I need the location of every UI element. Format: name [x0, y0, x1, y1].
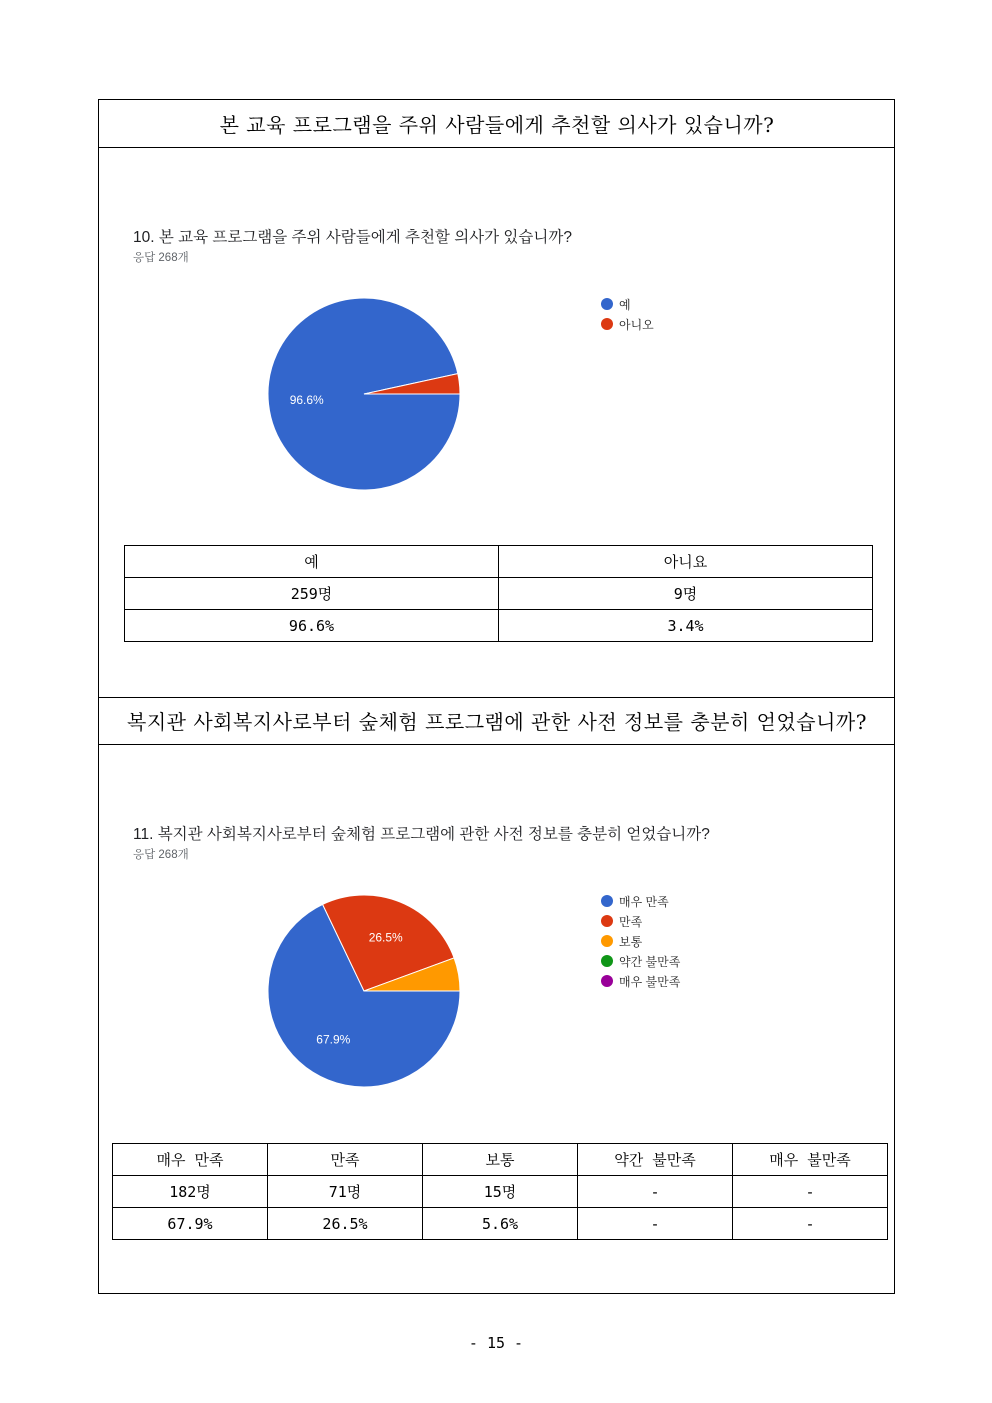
pie-chart-q10 [268, 298, 460, 490]
legend-label: 약간 불만족 [619, 954, 681, 969]
table-header-row [113, 1144, 888, 1176]
table-cell: 182명 [113, 1176, 268, 1208]
table-cell: - [578, 1208, 733, 1240]
section2-header: 복지관 사회복지사로부터 숲체험 프로그램에 관한 사전 정보를 충분히 얻었습니까? [99, 697, 895, 745]
question-10-response-count: 응답 268개 [133, 252, 189, 264]
legend-swatch [601, 915, 613, 927]
legend-item [601, 891, 680, 911]
table-cell: 3.4% [499, 610, 873, 642]
table-cell: 259명 [125, 578, 499, 610]
legend-swatch [601, 975, 613, 987]
table-cell: - [733, 1176, 888, 1208]
pie-chart-q11 [268, 895, 460, 1087]
table-row [125, 610, 873, 642]
table-cell: 71명 [268, 1176, 423, 1208]
table-header-row [125, 546, 873, 578]
pie-data-label: 96.6% [289, 393, 324, 408]
pie-data-label: 26.5% [368, 930, 403, 945]
legend-label: 매우 불만족 [619, 974, 681, 989]
table-header-cell: 매우 만족 [113, 1144, 268, 1176]
question-11-response-count: 응답 268개 [133, 849, 189, 861]
section1-header: 본 교육 프로그램을 주위 사람들에게 추천할 의사가 있습니까? [99, 100, 895, 148]
table-header-cell: 약간 불만족 [578, 1144, 733, 1176]
legend-item [601, 951, 680, 971]
legend-swatch [601, 955, 613, 967]
table-cell: 67.9% [113, 1208, 268, 1240]
table-cell: 15명 [423, 1176, 578, 1208]
results-table-q11 [112, 1143, 888, 1240]
legend-swatch [601, 318, 613, 330]
table-header-cell: 예 [125, 546, 499, 578]
legend-label: 아니오 [619, 317, 654, 332]
legend-swatch [601, 895, 613, 907]
legend-swatch [601, 298, 613, 310]
table-row [113, 1176, 888, 1208]
table-header-cell: 아니요 [499, 546, 873, 578]
legend-label: 만족 [619, 914, 643, 929]
table-header-cell: 보통 [423, 1144, 578, 1176]
table-cell: - [733, 1208, 888, 1240]
table-cell: 5.6% [423, 1208, 578, 1240]
table-header-cell: 매우 불만족 [733, 1144, 888, 1176]
legend-item [601, 294, 654, 314]
table-cell: 26.5% [268, 1208, 423, 1240]
table-header-cell: 만족 [268, 1144, 423, 1176]
legend-q10 [601, 294, 654, 334]
table-cell: 9명 [499, 578, 873, 610]
legend-label: 예 [619, 297, 631, 312]
legend-item [601, 314, 654, 334]
question-10-title: 10. 본 교육 프로그램을 주위 사람들에게 추천할 의사가 있습니까? [133, 229, 572, 246]
page-number: - 15 - [468, 1334, 524, 1352]
question-11-title: 11. 복지관 사회복지사로부터 숲체험 프로그램에 관한 사전 정보를 충분히 얻었습니까? [133, 826, 710, 843]
legend-item [601, 931, 680, 951]
table-row [113, 1208, 888, 1240]
legend-item [601, 911, 680, 931]
legend-label: 보통 [619, 934, 643, 949]
legend-q11 [601, 891, 680, 991]
table-row [125, 578, 873, 610]
pie-data-label: 67.9% [316, 1032, 351, 1047]
table-cell: - [578, 1176, 733, 1208]
legend-swatch [601, 935, 613, 947]
legend-item [601, 971, 680, 991]
legend-label: 매우 만족 [619, 894, 669, 909]
results-table-q10 [124, 545, 873, 642]
table-cell: 96.6% [125, 610, 499, 642]
